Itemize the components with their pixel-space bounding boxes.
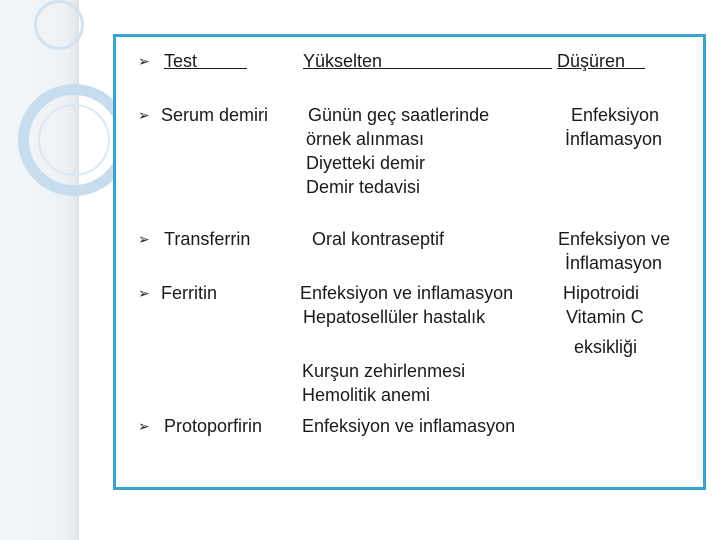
raising-causes: Enfeksiyon ve inflamasyon Hepatosellüler hastalık	[300, 283, 514, 327]
test-name: Protoporfirin	[164, 416, 263, 436]
lowering-causes: Enfeksiyon İnflamasyon	[565, 105, 663, 149]
arrowhead-bullet-icon: ➢	[138, 285, 150, 301]
content-frame	[113, 34, 706, 490]
decorative-ring-inner-icon	[38, 104, 110, 176]
header-raising: Yükselten	[303, 51, 383, 71]
raising-causes: Kurşun zehirlenmesi Hemolitik anemi	[302, 361, 466, 405]
arrowhead-bullet-icon: ➢	[138, 231, 150, 247]
slide-left-decoration-strip	[0, 0, 79, 540]
decorative-circle-small-icon	[34, 0, 84, 50]
raising-causes: Oral kontraseptif	[312, 229, 445, 249]
raising-causes: Enfeksiyon ve inflamasyon	[302, 416, 516, 436]
test-name: Ferritin	[161, 283, 218, 303]
arrowhead-bullet-icon: ➢	[138, 107, 150, 123]
test-name: Serum demiri	[161, 105, 269, 125]
arrowhead-bullet-icon: ➢	[138, 53, 150, 69]
lowering-causes: Enfeksiyon ve İnflamasyon	[558, 229, 671, 273]
arrowhead-bullet-icon: ➢	[138, 418, 150, 434]
header-test: Test	[164, 51, 198, 71]
header-lowering: Düşüren	[557, 51, 626, 71]
raising-causes: Günün geç saatlerinde örnek alınması Diyetteki demir Demir tedavisi	[306, 105, 490, 197]
test-name: Transferrin	[164, 229, 251, 249]
lowering-causes: Hipotroidi Vitamin C eksikliği	[563, 283, 644, 357]
